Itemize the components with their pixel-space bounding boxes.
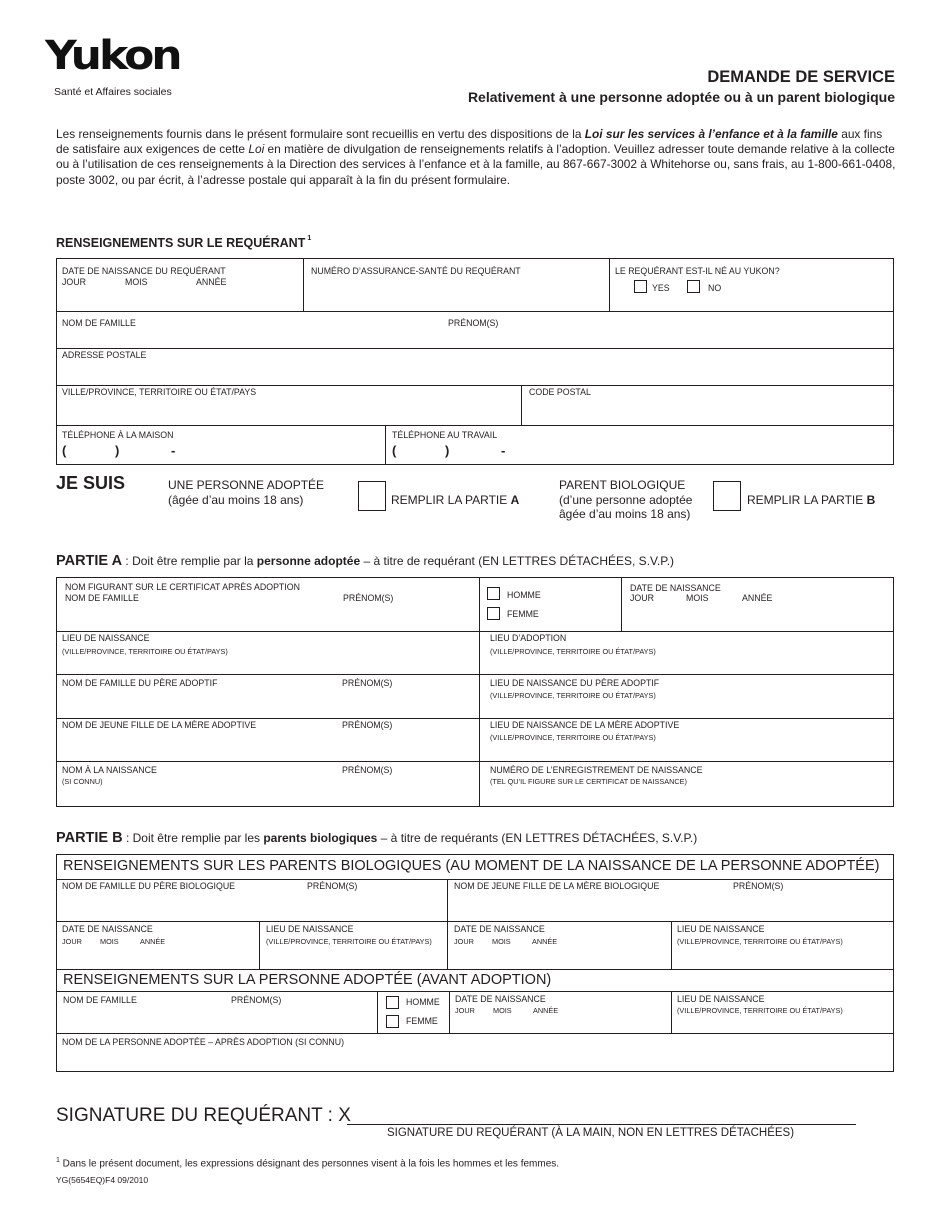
part-a-male-checkbox[interactable]: [487, 587, 500, 600]
part-b-heading: [56, 830, 697, 846]
part-a-given-label: PRÉNOM(S): [343, 593, 394, 603]
pre-adoption-birthplace-label: LIEU DE NAISSANCE: [677, 994, 765, 1004]
home-phone-dash: -: [171, 443, 176, 458]
form-subtitle: Relativement à une personne adoptée ou à un parent biologique: [467, 89, 895, 105]
bio-mother-label: NOM DE JEUNE FILLE DE LA MÈRE BIOLOGIQUE: [454, 881, 660, 891]
requester-address-label: ADRESSE POSTALE: [62, 350, 147, 360]
part-a-birthplace-field[interactable]: [57, 632, 479, 674]
je-suis-heading: JE SUIS: [56, 473, 126, 493]
part-b-title: PARTIE B: [56, 830, 123, 846]
born-yukon-yes-checkbox[interactable]: [634, 280, 647, 293]
adoptive-father-field[interactable]: [57, 675, 479, 718]
birth-name-label: NOM À LA NAISSANCE: [62, 765, 157, 775]
part-a-desc-2: – à titre de requérant (EN LETTRES DÉTACHÉES, S.V.P.): [360, 554, 675, 568]
requester-surname-label: NOM DE FAMILLE: [62, 318, 136, 328]
footnote-text: Dans le présent document, les expressions désignant des personnes visent à la fois les hommes et les femmes.: [59, 1158, 560, 1170]
part-a-title: PARTIE A: [56, 553, 123, 569]
form-code: YG(5654EQ)F4 09/2010: [56, 1175, 149, 1185]
footnote: [56, 1157, 559, 1169]
adopted-person-band: RENSEIGNEMENTS SUR LA PERSONNE ADOPTÉE (AVANT ADOPTION): [63, 972, 552, 988]
fill-part-b-prefix: REMPLIR LA PARTIE: [747, 493, 867, 507]
intro-paragraph: [56, 127, 898, 188]
work-phone-close: ): [445, 443, 450, 458]
bio-father-birthplace-field[interactable]: [260, 922, 447, 969]
pre-adoption-given-label: PRÉNOM(S): [231, 995, 282, 1005]
signature-label: SIGNATURE DU REQUÉRANT : X: [56, 1105, 351, 1126]
bio-father-dob-label: DATE DE NAISSANCE: [62, 924, 153, 934]
part-b-table: [56, 854, 894, 1072]
option-b-line2: (d’une personne adoptée: [559, 493, 693, 507]
yukon-logo: [45, 33, 195, 101]
biological-parent-checkbox[interactable]: [713, 481, 741, 511]
home-phone-field[interactable]: [57, 426, 385, 465]
part-a-dob-label: DATE DE NAISSANCE: [630, 583, 721, 593]
pre-adoption-name-field[interactable]: [57, 992, 377, 1033]
part-a-letter: A: [510, 493, 520, 507]
pre-adoption-dob-label: DATE DE NAISSANCE: [455, 994, 546, 1004]
cert-name-label: NOM FIGURANT SUR LE CERTIFICAT APRÈS ADOPTION: [65, 582, 300, 592]
requester-heading-text: RENSEIGNEMENTS SUR LE REQUÉRANT: [56, 236, 306, 250]
part-a-birthplace-label: LIEU DE NAISSANCE: [62, 633, 150, 643]
pre-adoption-dob-month: MOIS: [493, 1006, 512, 1015]
pre-adoption-dob-year: ANNÉE: [533, 1006, 559, 1015]
adoptive-father-birthplace-label: LIEU DE NAISSANCE DU PÈRE ADOPTIF: [490, 678, 660, 688]
bio-mother-name-field[interactable]: [448, 880, 893, 921]
part-a-dob-day: JOUR: [630, 593, 654, 603]
part-b-female-label: FEMME: [406, 1016, 438, 1026]
part-b-female-checkbox[interactable]: [386, 1015, 399, 1028]
adoptive-mother-birthplace-label: LIEU DE NAISSANCE DE LA MÈRE ADOPTIVE: [490, 720, 680, 730]
adoptive-mother-field[interactable]: [57, 719, 479, 761]
adoptive-mother-birthplace-hint: (VILLE/PROVINCE, TERRITOIRE OU ÉTAT/PAYS): [490, 733, 656, 742]
requester-name-field[interactable]: [57, 312, 893, 348]
fill-part-a-prefix: REMPLIR LA PARTIE: [391, 493, 511, 507]
pre-adoption-surname-label: NOM DE FAMILLE: [63, 995, 137, 1005]
footnote-ref: 1: [307, 235, 312, 242]
part-a-male-label: HOMME: [507, 590, 541, 600]
bio-mother-birthplace-field[interactable]: [672, 922, 893, 969]
birth-name-hint: (SI CONNU): [62, 777, 103, 786]
signature-line[interactable]: [347, 1124, 856, 1125]
option-b-line3: âgée d’au moins 18 ans): [559, 507, 691, 521]
adopted-person-checkbox[interactable]: [358, 481, 386, 511]
part-a-dob-field[interactable]: [622, 578, 893, 631]
bio-father-birthplace-label: LIEU DE NAISSANCE: [266, 924, 354, 934]
part-a-female-checkbox[interactable]: [487, 607, 500, 620]
signature-caption: SIGNATURE DU REQUÉRANT (À LA MAIN, NON EN LETTRES DÉTACHÉES): [387, 1127, 795, 1139]
bio-father-birthplace-hint: (VILLE/PROVINCE, TERRITOIRE OU ÉTAT/PAYS): [266, 937, 432, 946]
adoption-place-hint: (VILLE/PROVINCE, TERRITOIRE OU ÉTAT/PAYS): [490, 647, 656, 656]
requester-given-label: PRÉNOM(S): [448, 318, 499, 328]
option-a-line2: (âgée d’au moins 18 ans): [168, 493, 304, 507]
requester-table: [56, 258, 894, 465]
work-phone-open: (: [392, 443, 397, 458]
bio-mother-given-label: PRÉNOM(S): [733, 881, 784, 891]
requester-postal-label: CODE POSTAL: [529, 387, 591, 397]
part-b-desc-1: : Doit être remplie par les: [122, 831, 264, 845]
part-a-cert-name-field[interactable]: [57, 578, 479, 631]
part-a-heading: [56, 553, 674, 569]
footnote-mark: 1: [56, 1157, 60, 1164]
requester-address-field[interactable]: [57, 349, 893, 385]
requester-postal-field[interactable]: [522, 386, 893, 425]
born-yukon-yes-label: YES: [652, 283, 670, 293]
part-a-surname-label: NOM DE FAMILLE: [65, 593, 139, 603]
adoption-place-label: LIEU D’ADOPTION: [490, 633, 567, 643]
birth-name-field[interactable]: [57, 762, 479, 806]
part-a-female-label: FEMME: [507, 609, 539, 619]
requester-health-field[interactable]: [304, 259, 609, 311]
bio-father-dob-field[interactable]: [57, 922, 259, 969]
adopted-name-label: NOM DE LA PERSONNE ADOPTÉE – APRÈS ADOPTION (SI CONNU): [62, 1037, 345, 1047]
requester-dob-month: MOIS: [125, 277, 148, 287]
adoptive-father-label: NOM DE FAMILLE DU PÈRE ADOPTIF: [62, 678, 218, 688]
part-a-desc-1: : Doit être remplie par la: [122, 554, 257, 568]
part-a-table: [56, 577, 894, 807]
form-title: DEMANDE DE SERVICE: [707, 68, 895, 86]
part-a-desc-bold: personne adoptée: [256, 554, 361, 568]
work-phone-label: TÉLÉPHONE AU TRAVAIL: [392, 430, 498, 440]
bio-mother-dob-label: DATE DE NAISSANCE: [454, 924, 545, 934]
part-a-dob-year: ANNÉE: [742, 593, 773, 603]
part-a-dob-month: MOIS: [686, 593, 709, 603]
requester-heading: [56, 236, 311, 250]
birth-name-given-label: PRÉNOM(S): [342, 765, 393, 775]
bio-parents-band: RENSEIGNEMENTS SUR LES PARENTS BIOLOGIQUES (AU MOMENT DE LA NAISSANCE DE LA PERSONNE ADOPTÉE): [63, 858, 880, 874]
adoptive-mother-given-label: PRÉNOM(S): [342, 720, 393, 730]
fill-part-b-text: [747, 493, 875, 507]
requester-dob-year: ANNÉE: [196, 277, 227, 287]
form-title-block: [468, 68, 895, 105]
part-b-male-checkbox[interactable]: [386, 996, 399, 1009]
fill-part-a-text: [391, 493, 519, 507]
home-phone-label: TÉLÉPHONE À LA MAISON: [62, 430, 174, 440]
adoption-place-field[interactable]: [480, 632, 893, 674]
pre-adoption-dob-field[interactable]: [450, 992, 671, 1033]
adoptive-mother-label: NOM DE JEUNE FILLE DE LA MÈRE ADOPTIVE: [62, 720, 257, 730]
pre-adoption-dob-day: JOUR: [455, 1006, 475, 1015]
bio-mother-birthplace-label: LIEU DE NAISSANCE: [677, 924, 765, 934]
requester-dob-label: DATE DE NAISSANCE DU REQUÉRANT: [62, 266, 226, 276]
requester-dob-field[interactable]: [57, 259, 303, 311]
work-phone-dash: -: [501, 443, 506, 458]
born-yukon-no-checkbox[interactable]: [687, 280, 700, 293]
pre-adoption-birthplace-hint: (VILLE/PROVINCE, TERRITOIRE OU ÉTAT/PAYS): [677, 1006, 843, 1015]
home-phone-open: (: [62, 443, 67, 458]
bio-father-name-field[interactable]: [57, 880, 447, 921]
bio-mother-dob-month: MOIS: [492, 937, 511, 946]
part-b-letter: B: [866, 493, 876, 507]
intro-law-name: Loi sur les services à l’enfance et à la famille: [584, 127, 838, 141]
intro-law-short: Loi: [248, 142, 265, 157]
adoptive-father-birthplace-field[interactable]: [480, 675, 893, 718]
bio-father-dob-day: JOUR: [62, 937, 82, 946]
intro-text-1: Les renseignements fournis dans le présent formulaire sont recueillis en vertu des dispositions de la: [56, 127, 585, 141]
work-phone-field[interactable]: [386, 426, 893, 465]
intro-text-2: aux fins de satisfaire aux exigences de cette: [56, 127, 883, 157]
bio-mother-dob-year: ANNÉE: [532, 937, 558, 946]
adoptive-mother-birthplace-field[interactable]: [480, 719, 893, 761]
adoptive-father-given-label: PRÉNOM(S): [342, 678, 393, 688]
logo-subtitle: Santé et Affaires sociales: [54, 86, 172, 98]
requester-city-field[interactable]: [57, 386, 521, 425]
option-b-line1: PARENT BIOLOGIQUE: [559, 478, 686, 492]
bio-mother-birthplace-hint: (VILLE/PROVINCE, TERRITOIRE OU ÉTAT/PAYS): [677, 937, 843, 946]
adoptive-father-birthplace-hint: (VILLE/PROVINCE, TERRITOIRE OU ÉTAT/PAYS): [490, 691, 656, 700]
requester-health-label: NUMÉRO D’ASSURANCE-SANTÉ DU REQUÉRANT: [311, 266, 521, 276]
bio-father-given-label: PRÉNOM(S): [307, 881, 358, 891]
part-b-male-label: HOMME: [406, 997, 440, 1007]
born-yukon-no-label: NO: [708, 283, 722, 293]
bio-father-dob-month: MOIS: [100, 937, 119, 946]
bio-mother-dob-day: JOUR: [454, 937, 474, 946]
bio-father-label: NOM DE FAMILLE DU PÈRE BIOLOGIQUE: [62, 881, 236, 891]
bio-mother-dob-field[interactable]: [448, 922, 671, 969]
requester-city-label: VILLE/PROVINCE, TERRITOIRE OU ÉTAT/PAYS: [62, 387, 257, 397]
bio-father-dob-year: ANNÉE: [140, 937, 166, 946]
birth-reg-hint: (TEL QU’IL FIGURE SUR LE CERTIFICAT DE NAISSANCE): [490, 777, 687, 786]
part-b-desc-2: – à titre de requérants (EN LETTRES DÉTACHÉES, S.V.P.): [377, 831, 698, 845]
logo-wordmark: Yukon: [45, 32, 180, 79]
pre-adoption-birthplace-field[interactable]: [672, 992, 893, 1033]
requester-dob-day: JOUR: [62, 277, 86, 287]
birth-reg-field[interactable]: [480, 762, 893, 806]
part-a-birthplace-hint: (VILLE/PROVINCE, TERRITOIRE OU ÉTAT/PAYS): [62, 647, 228, 656]
birth-reg-label: NUMÉRO DE L’ENREGISTREMENT DE NAISSANCE: [490, 765, 703, 775]
intro-text-3: en matière de divulgation de renseignements relatifs à l’adoption. Veuillez adresser toute demande relative à la collecte ou à l’utilisation de ces renseignements à la Direction des services à l’enfance et à la famille, au 867-667-3002 à Whitehorse ou, sans frais, au 1-800-661-0408, poste 3002, ou par écrit, à l’adresse postale qui apparaît à la fin du présent formulaire.: [56, 142, 896, 187]
born-yukon-label: LE REQUÉRANT EST-IL NÉ AU YUKON?: [615, 266, 780, 276]
adopted-name-field[interactable]: [57, 1034, 893, 1071]
option-a-line1: UNE PERSONNE ADOPTÉE: [168, 478, 325, 492]
home-phone-close: ): [115, 443, 120, 458]
part-b-desc-bold: parents biologiques: [263, 831, 378, 845]
